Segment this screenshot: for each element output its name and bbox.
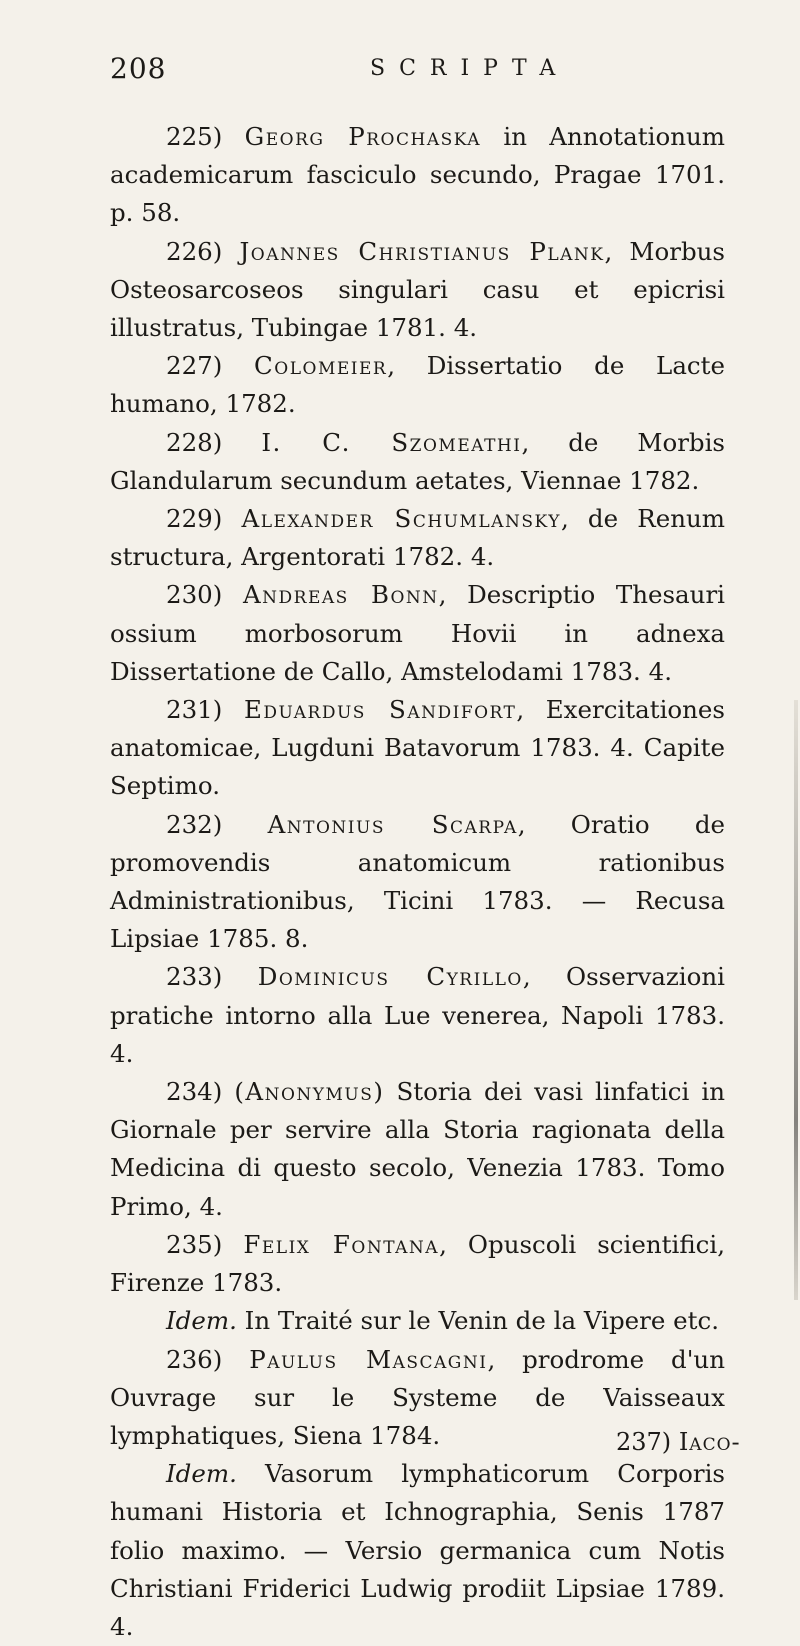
entry-text: , Oratio de promovendis anatomicum rationibus Administrationibus, Ticini 1783. — Recusa Lipsiae 1785. 8. bbox=[110, 809, 725, 954]
catchword-number: 237) bbox=[616, 1428, 672, 1456]
entry-number: 231) bbox=[166, 695, 223, 725]
entry-text: , prodrome d'un Ouvrage sur le Systeme de Vaisseaux lymphatiques, Siena 1784. bbox=[110, 1344, 725, 1450]
entry-author: Eduardus Sandifort bbox=[243, 695, 517, 725]
entry-author: (Anonymus) bbox=[234, 1077, 385, 1107]
entry-number: 229) bbox=[166, 504, 223, 534]
entry-author: Joannes Christianus Plank bbox=[239, 236, 605, 266]
entry-text: , Morbus Osteosarcoseos singulari casu et epicrisi illustratus, Tubingae 1781. 4. bbox=[110, 236, 725, 343]
entry-number: 232) bbox=[166, 809, 223, 839]
bibliography-entry bbox=[110, 347, 725, 423]
entry-author: Paulus Mascagni bbox=[249, 1344, 488, 1374]
entry-text: , de Morbis Glandularum secundum aetates, Viennae 1782. bbox=[110, 427, 726, 495]
bibliography-entry bbox=[110, 691, 725, 806]
entry-author: Colomeier bbox=[254, 351, 388, 381]
page-header bbox=[110, 52, 710, 92]
entry-author: Dominicus Cyrillo bbox=[257, 962, 523, 992]
entry-number: 234) bbox=[166, 1077, 223, 1107]
entry-author: Felix Fontana bbox=[243, 1229, 440, 1259]
bibliography-entry bbox=[110, 1455, 725, 1646]
entry-text: Vasorum lymphaticorum Corporis humani Historia et Ichnographia, Senis 1787 folio maximo. — Versio germanica cum Notis Christiani Friderici Ludwig prodiit Lipsiae 1789. 4. bbox=[110, 1459, 725, 1641]
entry-text: , Descriptio Thesauri ossium morbosorum Hovii in adnexa Dissertatione de Callo, Amstelodami 1783. 4. bbox=[110, 580, 725, 686]
page-number: 208 bbox=[110, 52, 167, 85]
bibliography-entry bbox=[110, 1302, 725, 1340]
bibliography-entry bbox=[110, 576, 725, 691]
page-edge-shadow bbox=[794, 700, 798, 1300]
entry-number: 228) bbox=[166, 427, 223, 457]
entry-number: 236) bbox=[166, 1344, 223, 1374]
bibliography-entry bbox=[110, 118, 725, 233]
entry-author: Antonius Scarpa bbox=[267, 809, 518, 839]
entry-text: , Opuscoli scientifici, Firenze 1783. bbox=[110, 1229, 726, 1298]
running-head: SCRIPTA bbox=[370, 56, 570, 81]
entry-text: In Traité sur le Venin de la Vipere etc. bbox=[236, 1306, 719, 1336]
entry-number: 226) bbox=[166, 236, 223, 266]
entry-number: 233) bbox=[166, 962, 223, 992]
catchword-text: Iaco- bbox=[678, 1428, 741, 1456]
bibliography-entry bbox=[110, 1073, 725, 1226]
entry-author: Andreas Bonn bbox=[242, 580, 439, 610]
catchword bbox=[616, 1428, 741, 1456]
bibliography-entry bbox=[110, 500, 725, 576]
entry-text: in Annotationum academicarum fasciculo secundo, Pragae 1701. p. 58. bbox=[110, 122, 725, 228]
entry-author: Georg Prochaska bbox=[244, 122, 482, 151]
bibliography-list bbox=[110, 118, 725, 1646]
bibliography-entry bbox=[110, 233, 725, 348]
entry-text: Storia dei vasi linfatici in Giornale per servire alla Storia ragionata della Medicina di questo secolo, Venezia 1783. Tomo Primo, 4. bbox=[110, 1077, 725, 1221]
entry-text: , Osservazioni pratiche intorno alla Lue venerea, Napoli 1783. 4. bbox=[110, 962, 725, 1068]
entry-idem: Idem. bbox=[166, 1459, 237, 1489]
entry-text: , Dissertatio de Lacte humano, 1782. bbox=[110, 351, 725, 419]
entry-author: Alexander Schumlansky bbox=[241, 504, 561, 534]
bibliography-entry bbox=[110, 1226, 725, 1302]
bibliography-entry bbox=[110, 806, 725, 959]
entry-author: I. C. Szomeathi bbox=[261, 427, 522, 457]
entry-number: 225) bbox=[166, 122, 223, 151]
bibliography-entry bbox=[110, 424, 725, 500]
bibliography-entry bbox=[110, 958, 725, 1073]
entry-number: 227) bbox=[166, 351, 223, 381]
entry-text: , de Renum structura, Argentorati 1782. 4. bbox=[110, 504, 725, 572]
entry-number: 235) bbox=[166, 1229, 223, 1259]
entry-idem: Idem. bbox=[166, 1306, 237, 1336]
entry-number: 230) bbox=[166, 580, 223, 610]
entry-text: , Exercitationes anatomicae, Lugduni Batavorum 1783. 4. Capite Septimo. bbox=[110, 695, 726, 801]
